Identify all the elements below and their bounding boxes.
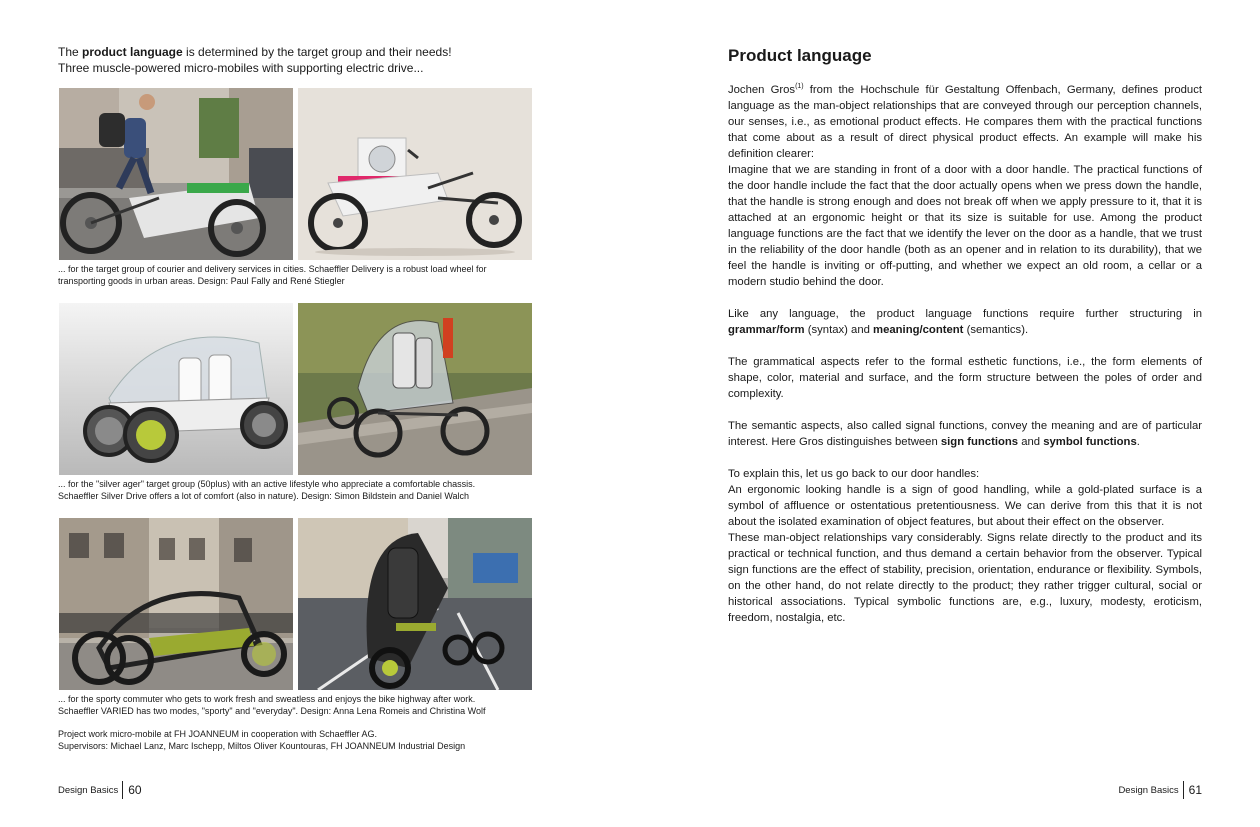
paragraph-explain: To explain this, let us go back to our door handles: <box>728 468 980 480</box>
body-text <box>728 82 1202 626</box>
photo-silver-drive-studio <box>59 303 293 475</box>
intro-line-1: The product language is determined by the target group and their needs! <box>58 45 452 59</box>
intro-text <box>58 44 538 76</box>
page-number: 60 <box>128 783 142 797</box>
caption-varied: ... for the sporty commuter who gets to work fresh and sweatless and enjoys the bike highway after work. Schaeffler VARIED has two modes, "sporty" and "everyday". Design: Anna Lena Romeis and Christina Wolf <box>58 694 486 716</box>
caption-silver-drive: ... for the "silver ager" target group (50plus) with an active lifestyle who appreciate a comfortable chassis. Schaeffler Silver Drive offers a lot of comfort (also in nature). Design: Simon Bildstein and Daniel Walch <box>58 479 476 501</box>
page-footer-left <box>58 780 142 800</box>
page-title: Product language <box>728 46 872 65</box>
paragraph-grammatical: The grammatical aspects refer to the formal esthetic functions, i.e., the form elements of shape, color, material and surface, and the form structure between the poles of order and complexity. <box>728 356 1202 400</box>
paragraph-door-example: Imagine that we are standing in front of a door with a door handle. The practical functions of the door handle include the fact that the door actually opens when we press down the handle, that the handle is strong enough and does not break off when we apply pressure to it, that it is attached at an ergonomic height or that its size is suitable for use. Among the product language functions are the fact that we identify the lever on the door as a handle, that we trust in the reliability of the door handle (both as an opener and in relation to its durability), that we feel the handle is inviting or off-putting, and whether we expect an old room, a cellar or a modern studio behind the door. <box>728 164 1202 288</box>
footer-divider <box>1183 781 1184 799</box>
intro-line-2: Three muscle-powered micro-mobiles with supporting electric drive... <box>58 61 424 75</box>
page-number: 61 <box>1188 783 1202 797</box>
paragraph-relationships: These man-object relationships vary considerably. Signs relate directly to the product and its practical or technical function, and thus demand a certain behavior from the observer. Typical sign functions are the effect of stability, precision, orientation, endurance or flexibility. Symbols, on the other hand, do not relate directly to the product; they rather trigger cultural, social or historical associations. Typical symbolic functions are, e.g., luxury, modesty, eroticism, freedom, nostalgia, etc. <box>728 532 1202 624</box>
footer-label: Design Basics <box>1118 784 1179 796</box>
paragraph-semantic: The semantic aspects, also called signal functions, convey the meaning and are of particular interest. Here Gros distinguishes between sign functions and symbol functions. <box>728 420 1202 448</box>
photo-varied-street <box>59 518 293 690</box>
right-page <box>630 0 1260 827</box>
caption-delivery: ... for the target group of courier and delivery services in cities. Schaeffler Delivery is a robust load wheel for transporting goods in urban areas. Design: Paul Fally and René Stiegler <box>58 264 487 286</box>
paragraph-handle-symbol: An ergonomic looking handle is a sign of good handling, while a gold-plated surface is a symbol of affluence or ostentatious pretentiousness. We can derive from this that it is not about the isolated examination of object features, but about their effect on the observer. <box>728 484 1202 528</box>
paragraph-definition: Jochen Gros$^{(1)}$ from the Hochschule für Gestaltung Offenbach, Germany, defines product language as the man-object relationships that are conveyed through our perception channels, our senses, i.e., as emotional product effects. He compares them with the practical functions that come about as a result of direct physical product effects. An example will make his definition clearer: <box>728 83 1202 160</box>
footer-label: Design Basics <box>58 784 119 796</box>
page-footer-right <box>1118 780 1202 800</box>
photo-silver-drive-nature <box>298 303 532 475</box>
project-credits: Project work micro-mobile at FH JOANNEUM in cooperation with Schaeffler AG. Supervisors: Michael Lanz, Marc Ischepp, Miltos Oliver Kountouras, FH JOANNEUM Industrial Design <box>58 729 466 751</box>
paragraph-structuring: Like any language, the product language functions require further structuring in grammar/form (syntax) and meaning/content (semantics). <box>728 308 1202 336</box>
photo-delivery-bike-studio <box>298 88 532 260</box>
photo-varied-city <box>298 518 532 690</box>
photo-delivery-bike-street <box>59 88 293 260</box>
footer-divider <box>122 781 123 799</box>
